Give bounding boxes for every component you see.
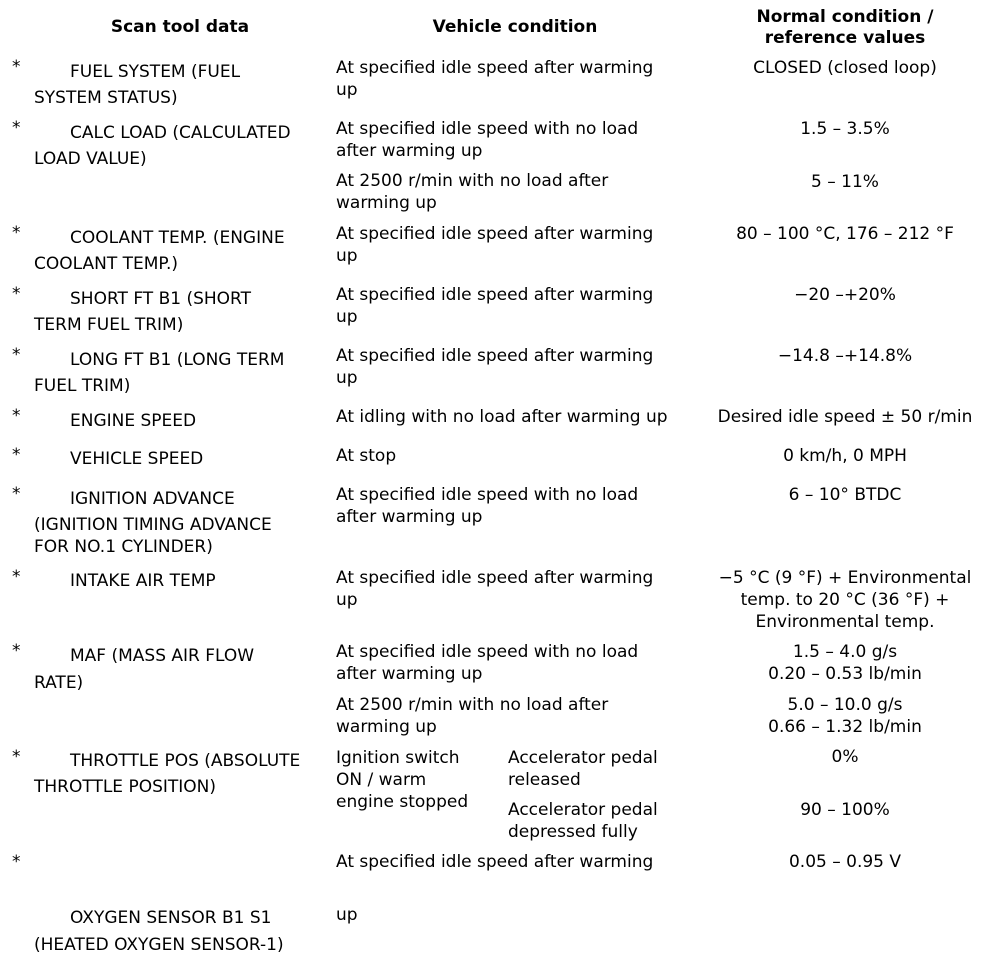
sub-condition: Accelerator pedal depressed fully <box>508 800 658 842</box>
item-name: ENGINE SPEED <box>70 411 197 431</box>
row-asterisk: * <box>12 567 21 587</box>
vehicle-condition: At specified idle speed after warming up <box>336 568 654 610</box>
vehicle-condition: At specified idle speed after warming up <box>336 58 654 100</box>
vehicle-condition: At idling with no load after warming up <box>336 407 668 427</box>
vehicle-condition-continued: up <box>336 905 358 925</box>
vehicle-condition: At stop <box>336 446 397 466</box>
row-asterisk: * <box>12 57 21 77</box>
reference-value: 90 – 100% <box>800 800 890 820</box>
item-name: IGNITION ADVANCE <box>70 489 235 509</box>
header-scan-tool-data: Scan tool data <box>110 17 250 37</box>
reference-value: CLOSED (closed loop) <box>753 58 937 78</box>
item-name: FUEL SYSTEM (FUEL <box>70 62 241 82</box>
item-name-continued: (HEATED OXYGEN SENSOR-1) <box>34 935 284 955</box>
vehicle-condition: At specified idle speed with no load after warming up <box>336 119 639 161</box>
item-name-continued: RATE) <box>34 673 84 693</box>
item-name-continued: THROTTLE POSITION) <box>34 777 217 797</box>
reference-value: 1.5 – 4.0 g/s 0.20 – 0.53 lb/min <box>768 642 922 684</box>
reference-value: 0.05 – 0.95 V <box>788 852 902 872</box>
reference-value: 0 km/h, 0 MPH <box>783 446 907 466</box>
item-name: COOLANT TEMP. (ENGINE <box>70 228 285 248</box>
item-name: CALC LOAD (CALCULATED <box>70 123 291 143</box>
vehicle-condition: At specified idle speed after warming up <box>336 224 654 266</box>
row-asterisk: * <box>12 641 21 661</box>
item-name: MAF (MASS AIR FLOW <box>70 646 255 666</box>
row-asterisk: * <box>12 484 21 504</box>
reference-value: 5.0 – 10.0 g/s 0.66 – 1.32 lb/min <box>768 695 922 737</box>
vehicle-condition: At specified idle speed after warming <box>336 852 654 872</box>
reference-value: 0% <box>831 747 859 767</box>
reference-value: −14.8 –+14.8% <box>777 346 913 366</box>
row-asterisk: * <box>12 284 21 304</box>
row-asterisk: * <box>12 406 21 426</box>
row-asterisk: * <box>12 747 21 767</box>
item-name: LONG FT B1 (LONG TERM <box>70 350 285 370</box>
reference-value: 6 – 10° BTDC <box>788 485 902 505</box>
reference-value: 5 – 11% <box>811 172 879 192</box>
reference-value: 80 – 100 °C, 176 – 212 °F <box>736 224 954 244</box>
item-name-continued: COOLANT TEMP.) <box>34 254 179 274</box>
vehicle-condition: At specified idle speed with no load after warming up <box>336 642 639 684</box>
item-name-continued: LOAD VALUE) <box>34 149 147 169</box>
row-asterisk: * <box>12 852 21 872</box>
row-asterisk: * <box>12 118 21 138</box>
item-name-continued: SYSTEM STATUS) <box>34 88 178 108</box>
item-name: THROTTLE POS (ABSOLUTE <box>70 751 301 771</box>
vehicle-condition: At 2500 r/min with no load after warming up <box>336 171 609 213</box>
vehicle-condition: Ignition switch ON / warm engine stopped <box>336 748 469 812</box>
sub-condition: Accelerator pedal released <box>508 748 658 790</box>
vehicle-condition: At specified idle speed after warming up <box>336 346 654 388</box>
header-normal-condition: Normal condition / reference values <box>756 7 934 48</box>
item-name: OXYGEN SENSOR B1 S1 <box>70 908 272 928</box>
reference-value: −5 °C (9 °F) + Environmental temp. to 20 °C (36 °F) + Environmental temp. <box>718 568 972 632</box>
vehicle-condition: At specified idle speed with no load after warming up <box>336 485 639 527</box>
vehicle-condition: At specified idle speed after warming up <box>336 285 654 327</box>
row-asterisk: * <box>12 223 21 243</box>
header-vehicle-condition: Vehicle condition <box>432 17 598 37</box>
item-name: VEHICLE SPEED <box>70 449 204 469</box>
item-name-continued: TERM FUEL TRIM) <box>34 315 184 335</box>
reference-value: 1.5 – 3.5% <box>800 119 890 139</box>
vehicle-condition: At 2500 r/min with no load after warming up <box>336 695 609 737</box>
item-name-continued: FUEL TRIM) <box>34 376 131 396</box>
item-name: INTAKE AIR TEMP <box>70 571 216 591</box>
item-name: SHORT FT B1 (SHORT <box>70 289 252 309</box>
reference-value: Desired idle speed ± 50 r/min <box>717 407 973 427</box>
row-asterisk: * <box>12 345 21 365</box>
item-name-continued: (IGNITION TIMING ADVANCE FOR NO.1 CYLINDER) <box>34 515 272 557</box>
reference-value: −20 –+20% <box>794 285 896 305</box>
row-asterisk: * <box>12 445 21 465</box>
